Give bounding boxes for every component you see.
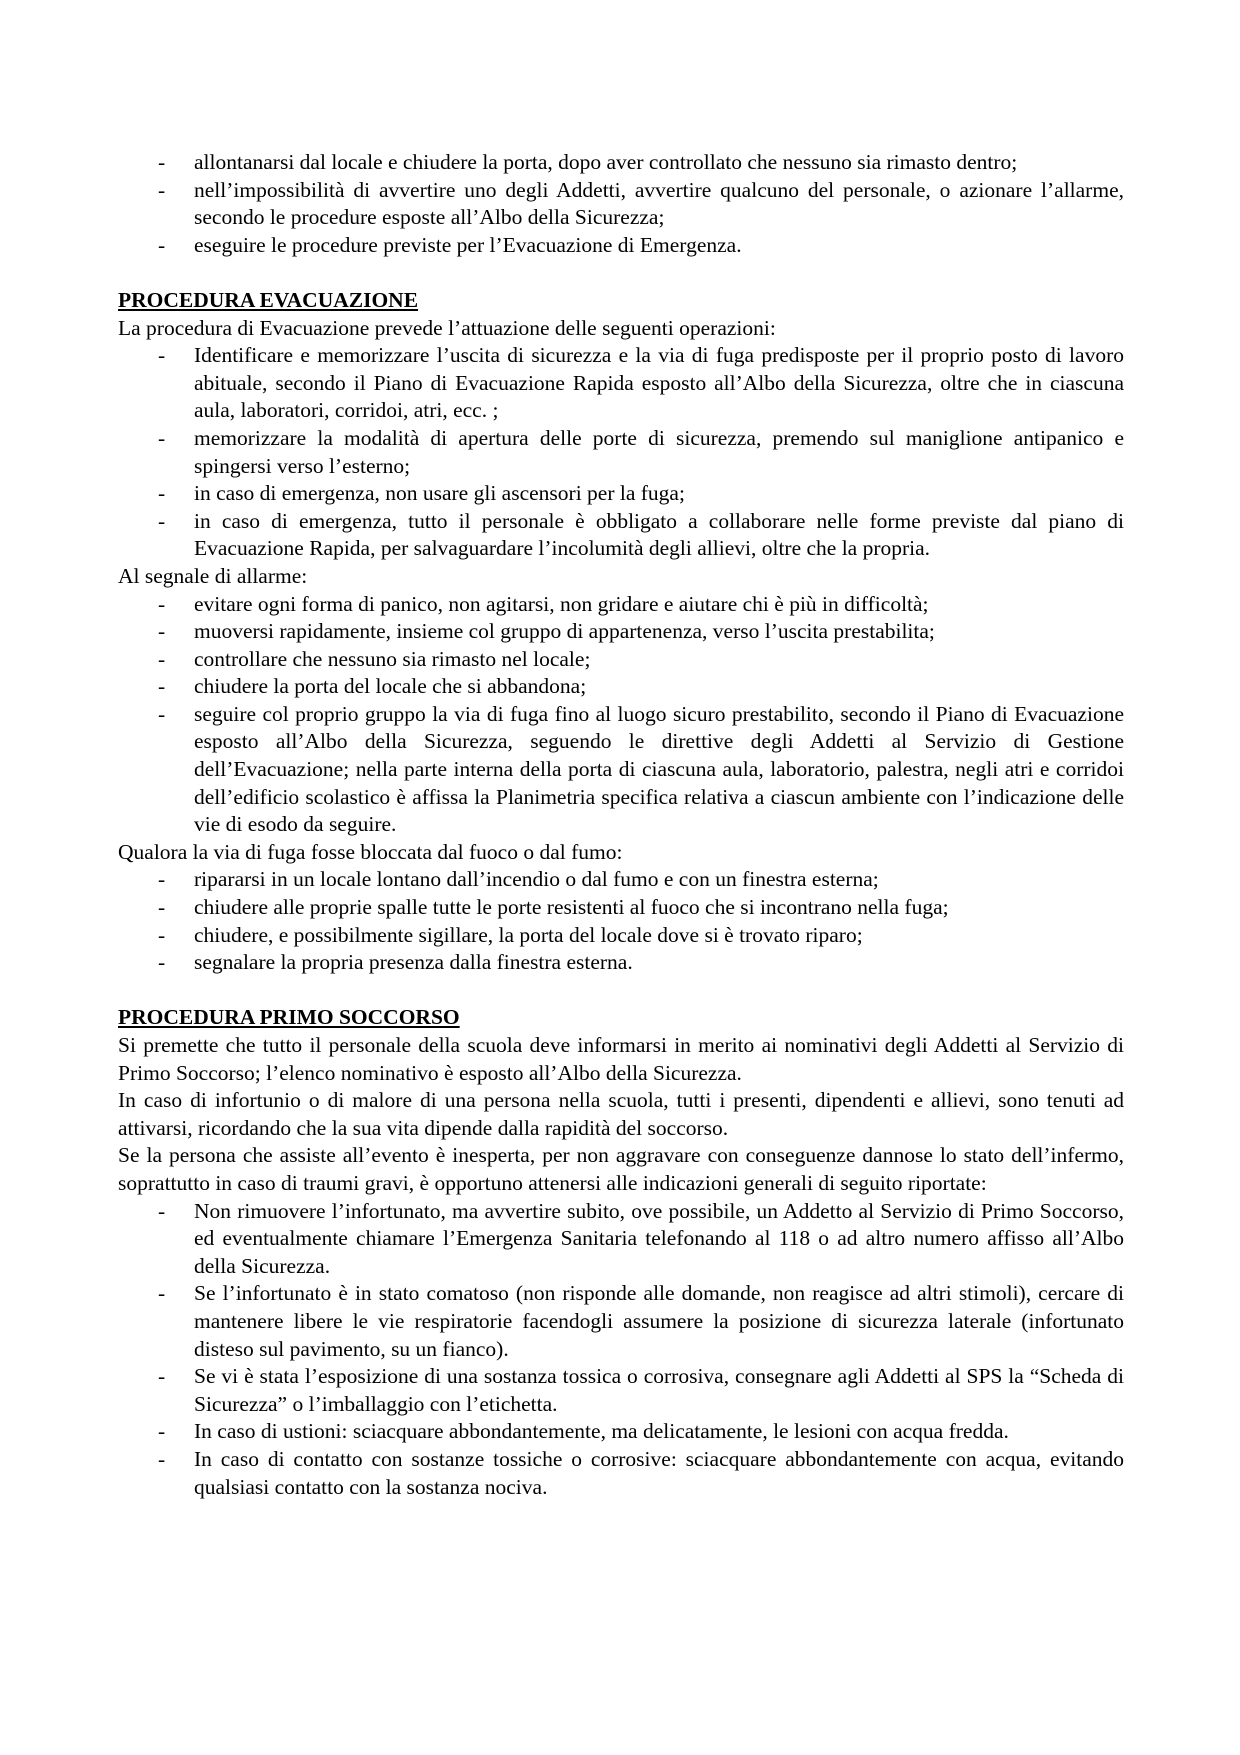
list-item-text: memorizzare la modalità di apertura delle porte di sicurezza, premendo sul maniglione antipanico e spingersi verso l’esterno; (194, 425, 1124, 478)
list-item-text: in caso di emergenza, tutto il personale è obbligato a collaborare nelle forme previste dal piano di Evacuazione Rapida, per salvaguardare l’incolumità degli allievi, oltre che la propria. (194, 508, 1124, 561)
list-item-text: muoversi rapidamente, insieme col gruppo di appartenenza, verso l’uscita prestabilita; (194, 619, 935, 644)
list-item (118, 232, 1124, 260)
spacer (118, 977, 1124, 1005)
list-item (118, 425, 1124, 480)
first-aid-paragraph: Si premette che tutto il personale della scuola deve informarsi in merito ai nominativi degli Addetti al Servizio di Primo Soccorso; l’elenco nominativo è esposto all’Albo della Sicurezza. (118, 1033, 1124, 1085)
evacuation-intro: La procedura di Evacuazione prevede l’attuazione delle seguenti operazioni: (118, 315, 776, 340)
list-item (118, 1198, 1124, 1281)
list-item (118, 1446, 1124, 1501)
dash-bullet: - (158, 1364, 166, 1389)
list-item (118, 480, 1124, 508)
dash-bullet: - (158, 591, 166, 616)
document-body (118, 149, 1124, 1501)
dash-bullet: - (158, 425, 166, 450)
dash-bullet: - (158, 674, 166, 699)
list-item (118, 1280, 1124, 1363)
dash-bullet: - (158, 177, 166, 202)
list-item (118, 618, 1124, 646)
list-item (118, 894, 1124, 922)
dash-bullet: - (158, 1198, 166, 1223)
dash-bullet: - (158, 895, 166, 920)
evacuation-heading: PROCEDURA EVACUAZIONE (118, 287, 419, 312)
dash-bullet: - (158, 619, 166, 644)
dash-bullet: - (158, 1281, 166, 1306)
dash-bullet: - (158, 922, 166, 947)
dash-bullet: - (158, 701, 166, 726)
evacuation-list (118, 342, 1124, 563)
list-item (118, 949, 1124, 977)
list-item-text: evitare ogni forma di panico, non agitarsi, non gridare e aiutare chi è più in difficoltà; (194, 591, 929, 616)
list-item-text: chiudere, e possibilmente sigillare, la porta del locale dove si è trovato riparo; (194, 922, 863, 947)
list-item (118, 1363, 1124, 1418)
blocked-escape-intro: Qualora la via di fuga fosse bloccata dal fuoco o dal fumo: (118, 839, 623, 864)
dash-bullet: - (158, 150, 166, 174)
list-item-text: allontanarsi dal locale e chiudere la porta, dopo aver controllato che nessuno sia rimasto dentro; (194, 150, 1018, 174)
list-item-text: Se vi è stata l’esposizione di una sostanza tossica o corrosiva, consegnare agli Addetti al SPS la “Scheda di Sicurezza” o l’imballaggio con l’etichetta. (194, 1364, 1124, 1416)
list-item (118, 922, 1124, 950)
list-item-text: segnalare la propria presenza dalla finestra esterna. (194, 950, 633, 975)
dash-bullet: - (158, 481, 166, 506)
list-item (118, 701, 1124, 839)
list-item (118, 646, 1124, 674)
list-item (118, 177, 1124, 232)
dash-bullet: - (158, 867, 166, 892)
dash-bullet: - (158, 1446, 166, 1471)
list-item (118, 591, 1124, 619)
list-item (118, 673, 1124, 701)
dash-bullet: - (158, 508, 166, 533)
list-item-text: chiudere la porta del locale che si abbandona; (194, 674, 587, 699)
list-item-text: Identificare e memorizzare l’uscita di sicurezza e la via di fuga predisposte per il proprio posto di lavoro abituale, secondo il Piano di Evacuazione Rapida esposto all’Albo della Sicurezza, oltre che in ciascuna aula, laboratori, corridoi, atri, ecc. ; (194, 343, 1124, 423)
alarm-list (118, 591, 1124, 839)
dash-bullet: - (158, 232, 166, 257)
list-item-text: In caso di ustioni: sciacquare abbondantemente, ma delicatamente, le lesioni con acqua fredda. (194, 1419, 1009, 1444)
first-aid-list (118, 1198, 1124, 1502)
dash-bullet: - (158, 1419, 166, 1444)
list-item (118, 1418, 1124, 1446)
list-item-text: In caso di contatto con sostanze tossiche o corrosive: sciacquare abbondantemente con acqua, evitando qualsiasi contatto con la sostanza nociva. (194, 1446, 1124, 1499)
alarm-intro: Al segnale di allarme: (118, 563, 308, 588)
list-item (118, 149, 1124, 177)
list-item (118, 508, 1124, 563)
list-item-text: seguire col proprio gruppo la via di fuga fino al luogo sicuro prestabilito, secondo il Piano di Evacuazione esposto all’Albo della Sicurezza, seguendo le direttive degli Addetti al Servizio di Gestione dell’Evacuazione; nella parte interna della porta di ciascuna aula, laboratorio, palestra, negli atri e corridoi dell’edificio scolastico è affissa la Planimetria specifica relativa a ciascun ambiente con l’indicazione delle vie di esodo da seguire. (194, 701, 1124, 837)
first-aid-paragraph: In caso di infortunio o di malore di una persona nella scuola, tutti i presenti, dipendenti e allievi, sono tenuti ad attivarsi, ricordando che la sua vita dipende dalla rapidità del soccorso. (118, 1088, 1124, 1140)
list-item-text: chiudere alle proprie spalle tutte le porte resistenti al fuoco che si incontrano nella fuga; (194, 895, 949, 920)
list-item (118, 342, 1124, 425)
list-item-text: eseguire le procedure previste per l’Evacuazione di Emergenza. (194, 232, 742, 257)
list-item-text: Se l’infortunato è in stato comatoso (non risponde alle domande, non reagisce ad altri stimoli), cercare di mantenere libere le vie respiratorie facendogli assumere la posizione di sicurezza laterale (infortunato disteso sul pavimento, su un fianco). (194, 1281, 1124, 1361)
list-item (118, 866, 1124, 894)
dash-bullet: - (158, 646, 166, 671)
blocked-escape-list (118, 866, 1124, 976)
dash-bullet: - (158, 343, 166, 368)
list-item-text: Non rimuovere l’infortunato, ma avvertire subito, ove possibile, un Addetto al Servizio di Primo Soccorso, ed eventualmente chiamare l’Emergenza Sanitaria telefonando al 118 o ad altro numero affisso all’Albo della Sicurezza. (194, 1198, 1124, 1278)
dash-bullet: - (158, 950, 166, 975)
first-aid-heading: PROCEDURA PRIMO SOCCORSO (118, 1005, 460, 1030)
spacer (118, 259, 1124, 287)
first-aid-paragraph: Se la persona che assiste all’evento è inesperta, per non aggravare con conseguenze dannose lo stato dell’infermo, soprattutto in caso di traumi gravi, è opportuno attenersi alle indicazioni generali di seguito riportate: (118, 1143, 1124, 1195)
intro-list (118, 149, 1124, 259)
list-item-text: controllare che nessuno sia rimasto nel locale; (194, 646, 591, 671)
list-item-text: ripararsi in un locale lontano dall’incendio o dal fumo e con un finestra esterna; (194, 867, 879, 892)
list-item-text: in caso di emergenza, non usare gli ascensori per la fuga; (194, 481, 685, 506)
list-item-text: nell’impossibilità di avvertire uno degli Addetti, avvertire qualcuno del personale, o azionare l’allarme, secondo le procedure esposte all’Albo della Sicurezza; (194, 177, 1124, 230)
